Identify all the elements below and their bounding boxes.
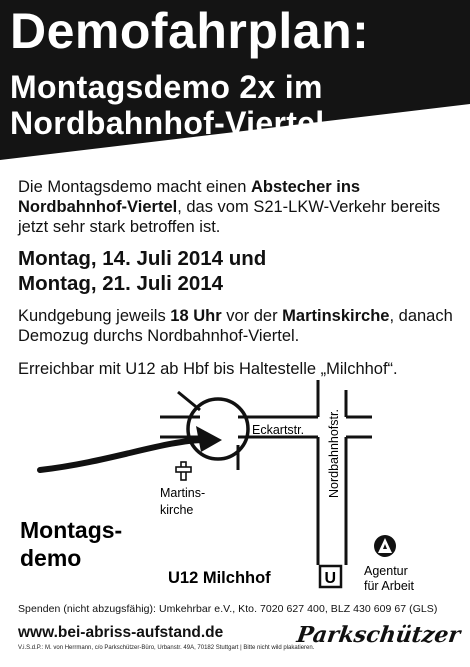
parkschuetzer-logo: Parkschützer [295,622,462,648]
website-link[interactable]: www.bei-abriss-aufstand.de [18,624,224,641]
route-map [0,380,470,600]
agency-label-line1: Agentur [364,564,408,578]
rally-text: Kundgebung jeweils [18,307,171,325]
page-title: Demofahrplan: [10,3,370,59]
eckartstr-label: Eckartstr. [252,423,305,437]
rally-text-end: , danach Demozug durchs Nordbahnhof-Viertel. [18,307,453,345]
subtitle-line1: Montagsdemo 2x im [10,69,323,105]
church-label-line1: Martins- [160,486,206,500]
agency-logo-icon [374,535,396,557]
rally-time: 18 Uhr [170,307,222,325]
intro-text-end: , das vom S21-LKW-Verkehr bereits jetzt sehr stark betroffen ist. [18,198,441,236]
demo-route-arrowhead [196,426,222,452]
intro-text: Die Montagsdemo macht einen [18,178,251,196]
church-label-line2: kirche [160,503,194,517]
rally-place: Martinskirche [282,307,390,325]
date-line2: Montag, 21. Juli 2014 [18,272,224,295]
date-line1: Montag, 14. Juli 2014 und [18,247,267,270]
station-label: U12 Milchhof [168,569,271,587]
demo-label-line1: Montags- [20,517,123,543]
demo-label-line2: demo [20,545,82,571]
rally-paragraph [18,306,463,346]
intro-highlight: Abstecher ins Nordbahnhof-Viertel [18,178,361,216]
subtitle-line2: Nordbahnhof-Viertel [10,105,325,141]
reach-paragraph: Erreichbar mit U12 ab Hbf bis Haltestelle „Milchhof“. [18,360,398,378]
ubahn-symbol: U [324,570,337,587]
rally-text-mid: vor der [221,307,283,325]
nordbahnhofstr-label: Nordbahnhofstr. [327,409,341,498]
dates-block [18,246,266,296]
intro-paragraph [18,177,458,237]
agency-label-line2: für Arbeit [364,579,415,593]
donation-info: Spenden (nicht abzugsfähig): Umkehrbar e.V., Kto. 7020 627 400, BLZ 430 609 67 (GLS) [18,603,438,615]
imprint-text: V.i.S.d.P.: M. von Herrmann, c/o Parkschützer-Büro, Urbanstr. 49A, 70182 Stuttgart | Bitte nicht wild plakatieren. [18,645,315,651]
church-cross-icon [176,462,191,480]
